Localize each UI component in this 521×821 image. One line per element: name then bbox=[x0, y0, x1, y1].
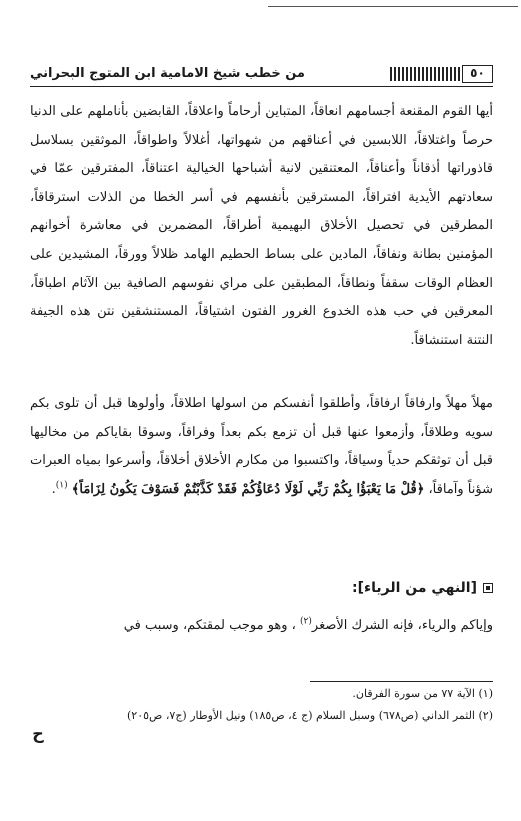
footnote-1: (١) الآية ٧٧ من سورة الفرقان. bbox=[352, 687, 493, 700]
top-edge-rule bbox=[268, 6, 518, 7]
header-rule bbox=[30, 86, 493, 87]
paragraph-1: أيها القوم المقنعة أجسامهم انعاقاً، المتباين أرحاماً واعلاقاً، القابضين بأناملهم على الدنيا حرصاً واغتلاقاً، اللابسين في أعناقهم من شهواتها، أغلالاً واطواقاً، الموثقين بسلاسل قاذوراتها أذقاناً وأعناقاً، المعتنقين لانية أشباحها الخيالية اعتناقاً، المفترقين عمّا في سعادتهم الأيدية افتراقاً، المسترقين بأنفسهم في أسر الخطا من الذلات استرقاقاً، المطرقين في تحصيل الأخلاق البهيمية أطراقاً، المضمرين في معاشرة أخوانهم المؤمنين بطانة ونفاقاً، المادين على بساط الحطيم الهامد ظلالاً وورقاً، المشيدين على العظام الوقات سقفاً ونطاقاً، المطبقين على مراي نفوسهم الصافية بين الآثام اطباقاً، المعرقين في حب هذه الخدوع الغرور الفتون اشتياقاً، المستنشقين نتن هذه الجيفة النتنة استنشاقاً. bbox=[30, 104, 493, 348]
quran-verse: ﴿قُلْ مَا يَعْبَؤُا بِكُمْ رَبِّي لَوْلَا دُعَاؤُكُمْ فَقَدْ كَذَّبْتُمْ فَسَوْفَ يَكُونُ لِزَامَاً﴾ bbox=[71, 481, 425, 497]
running-title: من خطب شيخ الامامية ابن المتوج البحراني bbox=[30, 66, 305, 81]
section-heading-text: [النهي من الرياء]: bbox=[351, 580, 477, 596]
footnote-rule bbox=[310, 681, 493, 682]
section-heading bbox=[30, 575, 493, 601]
page-header bbox=[30, 63, 493, 85]
header-ornament bbox=[390, 67, 460, 81]
square-bullet-icon bbox=[483, 583, 493, 593]
paragraph-3-text-after: ، وهو موجب لمقتكم، وسبب في bbox=[123, 618, 296, 633]
footnote-2: (٢) الثمر الداني (ص٦٧٨) وسبل السلام (ج ٤، ص١٨٥) ونيل الأوطار (ج٧، ص٢٠٥) bbox=[127, 709, 493, 722]
paragraph-2: مهلاً مهلاً وارفاقاً ارفاقاً، وأطلقوا أنفسكم من اسولها اطلاقاً، وأولوها قبل أن تلوى بكم سويه وطلاقاً، وأزمعوا عنها قبل أن تزمع بكم بعداً وفراقاً، وسوقا بقاياكم من مخاليها قبل أن توثقكم حدياً وسياقاً، واكتسبوا من مكارم الأخلاق أخلاقاً، وأسرعوا بمياه العبرات شؤناً وآماقاً، ﴿قُلْ مَا يَعْبَؤُا بِكُمْ رَبِّي لَوْلَا دُعَاؤُكُمْ فَقَدْ كَذَّبْتُمْ فَسَوْفَ يَكُونُ لِزَامَاً﴾ $^{(١)}$. bbox=[30, 396, 493, 497]
page-number: ٥٠ bbox=[462, 65, 493, 83]
footnote-ref-1[interactable]: (١) bbox=[55, 480, 68, 491]
continuation-mark: ح bbox=[32, 724, 44, 743]
footnote-ref-2[interactable]: (٢) bbox=[300, 616, 312, 627]
paragraph-2-text: مهلاً مهلاً وارفاقاً ارفاقاً، وأطلقوا أنفسكم من اسولها اطلاقاً، وأولوها قبل أن تلوى بكم سويه وطلاقاً، وأزمعوا عنها قبل أن تزمع بكم بعداً وفراقاً، وسوقا بقاياكم من مخاليها قبل أن توثقكم حدياً وسياقاً، واكتسبوا من مكارم الأخلاق أخلاقاً، وأسرعوا بمياه العبرات شؤناً وآماقاً، bbox=[30, 396, 493, 497]
paragraph-3 bbox=[30, 612, 493, 641]
paragraph-3-text-before: وإياكم والرياء، فإنه الشرك الأصغر bbox=[311, 618, 493, 633]
